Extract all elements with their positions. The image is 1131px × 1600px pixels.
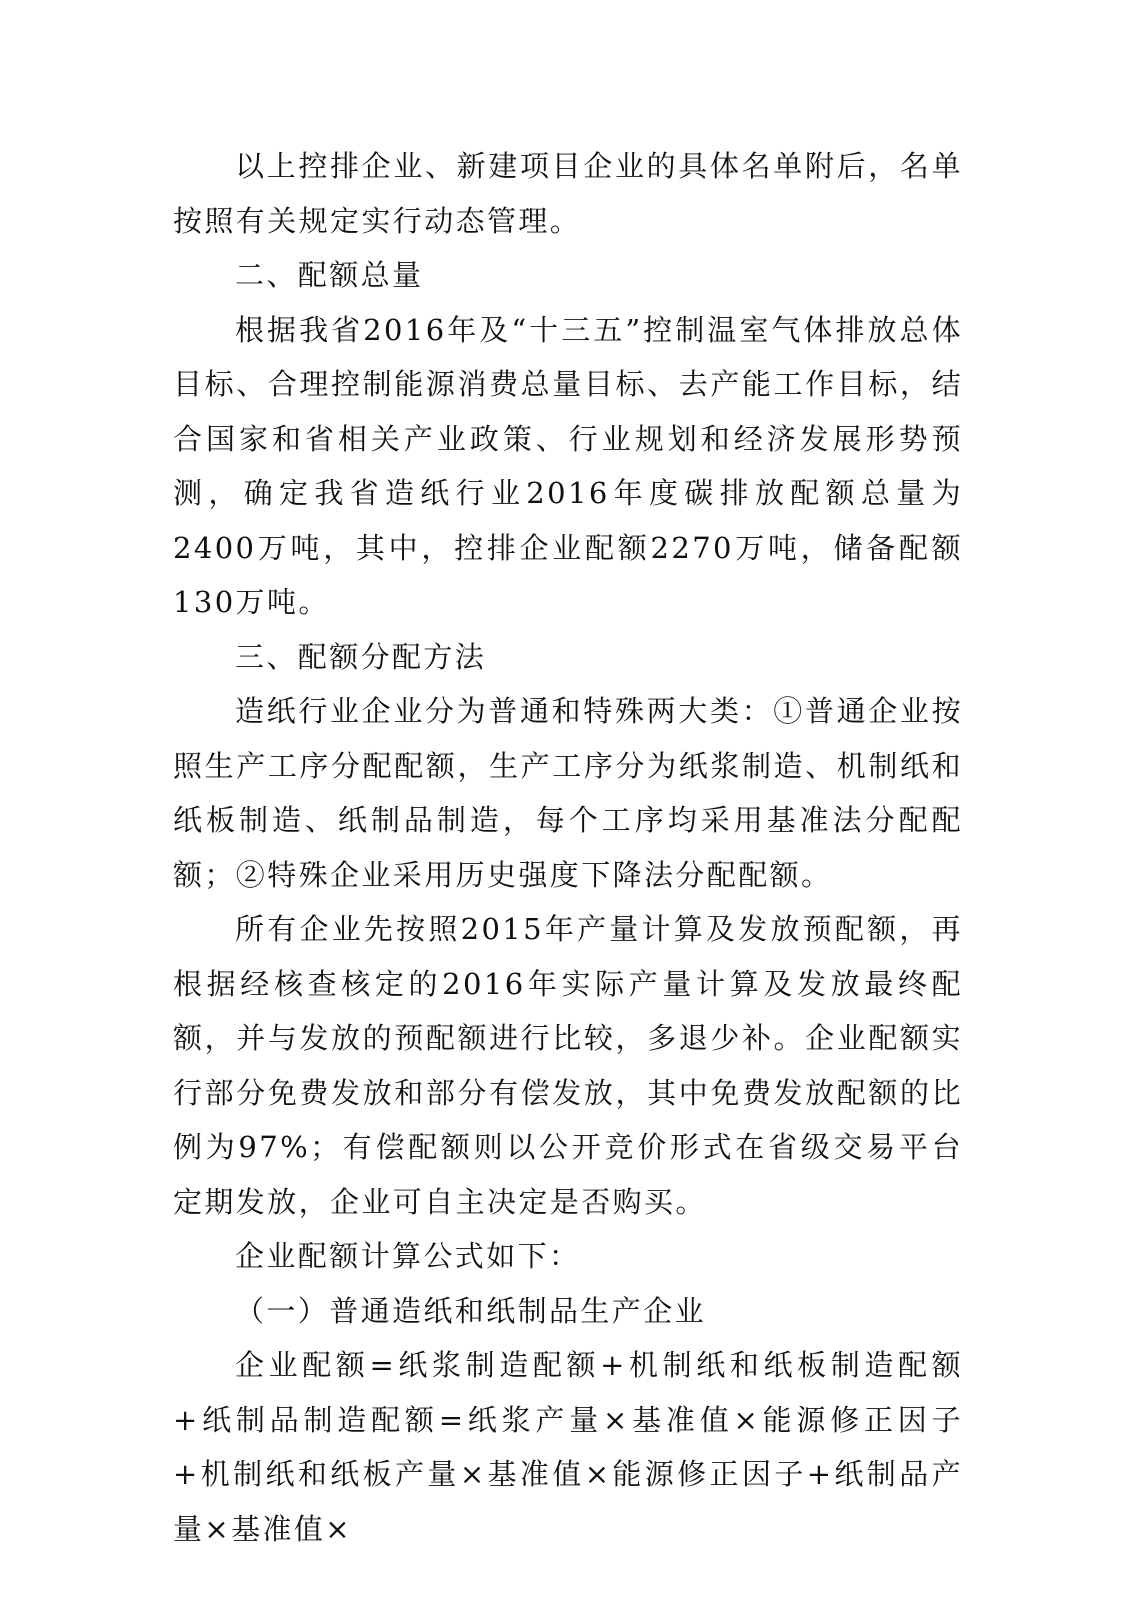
document-body: [173, 139, 963, 1556]
paragraph-allowance-formula: 企业配额=纸浆制造配额+机制纸和纸板制造配额+纸制品制造配额=纸浆产量×基准值×能源修正因子+机制纸和纸板产量×基准值×能源修正因子+纸制品产量×基准值×: [173, 1348, 963, 1546]
paragraph-enterprise-list: 以上控排企业、新建项目企业的具体名单附后，名单按照有关规定实行动态管理。: [173, 149, 963, 238]
paragraph-pre-allocation: 所有企业先按照2015年产量计算及发放预配额，再根据经核查核定的2016年实际产量计算及发放最终配额，并与发放的预配额进行比较，多退少补。企业配额实行部分免费发放和部分有偿发放，其中免费发放配额的比例为97%；有偿配额则以公开竞价形式在省级交易平台定期发放，企业可自主决定是否购买。: [173, 912, 963, 1219]
paragraph-allowance-total: 根据我省2016年及“十三五”控制温室气体排放总体目标、合理控制能源消费总量目标、去产能工作目标，结合国家和省相关产业政策、行业规划和经济发展形势预测，确定我省造纸行业2016年度碳排放配额总量为2400万吨，其中，控排企业配额2270万吨，储备配额130万吨。: [173, 312, 963, 619]
paragraph-formula-intro: 企业配额计算公式如下：: [235, 1239, 581, 1273]
paragraph-enterprise-categories: 造纸行业企业分为普通和特殊两大类：①普通企业按照生产工序分配配额，生产工序分为纸浆制造、机制纸和纸板制造、纸制品制造，每个工序均采用基准法分配配额；②特殊企业采用历史强度下降法分配配额。: [173, 694, 963, 892]
section-heading-allocation-method: 三、配额分配方法: [235, 639, 487, 674]
section-heading-allowance-total: 二、配额总量: [235, 258, 424, 292]
subheading-ordinary-paper-enterprises: （一）普通造纸和纸制品生产企业: [235, 1293, 707, 1328]
